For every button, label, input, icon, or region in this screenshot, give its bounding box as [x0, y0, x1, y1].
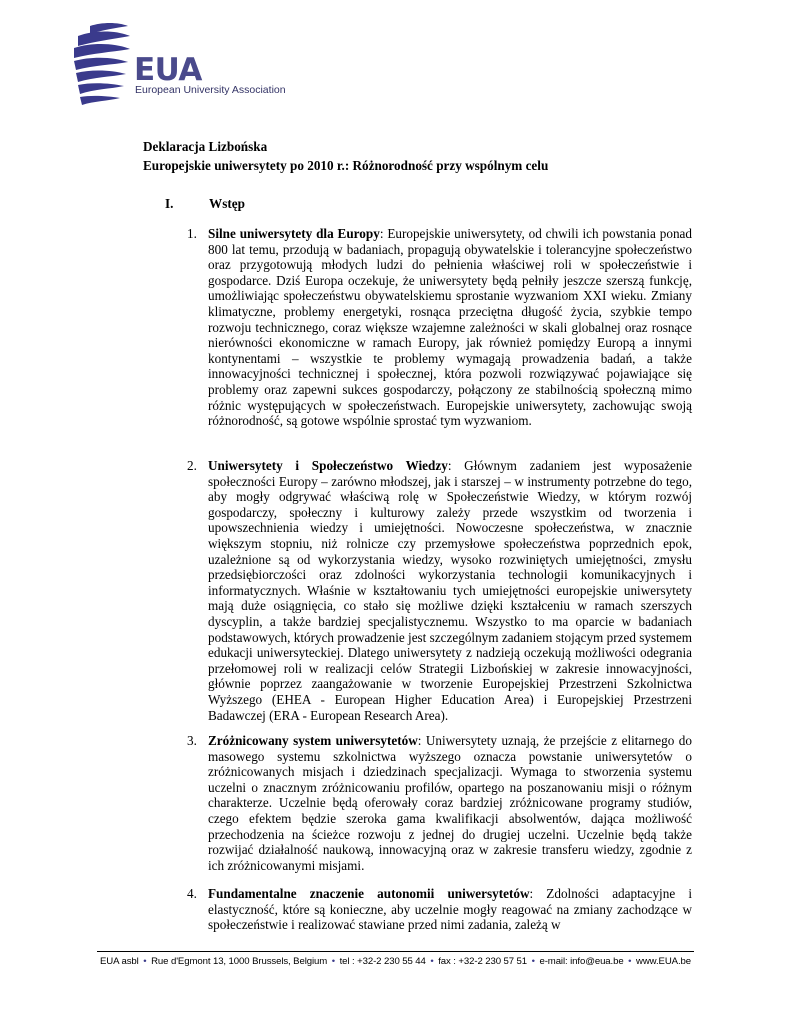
item-text: : Głównym zadaniem jest wyposażenie społeczności Europy – zarówno młodszej, jak i starszej – w instrumenty potrzebne do tego, aby mogły odgrywać właściwą rolę w Społeczeństwie Wiedzy, w którym rozwój gospodarczy, społeczny i kulturowy zależy przede wszystkim od tworzenia i upowszechnienia wiedzy i umiejętności. Nowoczesne społeczeństwa, w znacznie większym stopniu, niż rolnicze czy przemysłowe społeczeństwa poprzednich epok, uzależnione są od wykorzystania wiedzy, wysoko rozwiniętych umiejętności, zmysłu przedsiębiorczości oraz zdolności wykorzystania technologii komunikacyjnych i informatycznych. Właśnie w kształtowaniu tych umiejętności europejskie uniwersytety mają duże osiągnięcia, co stało się możliwe dzięki kształceniu w ramach szerszych dyscyplin, a także bardziej specjalistycznemu. Wszystko to ma oparcie w badaniach podstawowych, których prowadzenie jest szczególnym zadaniem stojącym przed systemem edukacji uniwersyteckiej. Dlatego uniwersytety z nadzieją oczekują możliwości odegrania przełomowej roli w realizacji celów Strategii Lizbońskiej w zakresie innowacyjności, głównie poprzez zaangażowanie w tworzenie Europejskiej Przestrzeni Szkolnictwa Wyższego (EHEA - European Higher Education Area) i Europejskiej Przestrzeni Badawczej (ERA - European Research Area). — [208, 458, 692, 723]
item-heading: Uniwersytety i Społeczeństwo Wiedzy — [208, 458, 448, 473]
item-text: : Zdolności adaptacyjne i elastyczność, które są konieczne, aby uczelnie mogły reagować na zmiany zachodzące w społeczeństwie i realizować stawiane przed nimi zadania, zależą w — [208, 886, 692, 933]
bullet-icon: • — [531, 956, 535, 967]
bullet-icon: • — [331, 956, 335, 967]
bullet-icon: • — [628, 956, 632, 967]
section-heading — [165, 196, 245, 212]
item-text: : Uniwersytety uznają, że przejście z elitarnego do masowego systemu szkolnictwa wyższego oznacza powstanie uniwersytetów o zróżnicowanych misjach i dziedzinach specjalizacji. Wymaga to stworzenia systemu uczelni o znacznym zróżnicowaniu profilów, opartego na poszanowaniu misji o różnym charakterze. Uczelnie będą oferowały coraz bardziej zróżnicowane programy studiów, czego efektem będzie szeroka gama kwalifikacji absolwentów, dająca możliwość przechodzenia na ścieżce rozwoju z jednej do drugiej uczelni. Uczelnie będą także rozwijać działalność naukową, innowacyjną oraz w zakresie transferu wiedzy, zgodnie z ich zróżnicowanymi misjami. — [208, 733, 692, 873]
item-heading: Fundamentalne znaczenie autonomii uniwersytetów — [208, 886, 530, 901]
item-text: : Europejskie uniwersytety, od chwili ich powstania ponad 800 lat temu, przodują w badaniach, propagują obywatelskie i tolerancyjne społeczeństwo oraz przygotowują młodych ludzi do pełnienia właściwej roli w społeczeństwie i gospodarce. Dziś Europa oczekuje, że uniwersytety będą pełniły jeszcze szerszą funkcję, umożliwiając społeczeństwu obywatelskiemu sprostanie wyzwaniom XXI wieku. Zmiany klimatyczne, problemy energetyki, rosnąca przeciętna długość życia, szybkie tempo rozwoju technicznego, coraz większe wzajemne zależności w skali globalnej oraz rosnące nierówności ekonomiczne w ramach Europy, jak również pomiędzy Europą a innymi kontynentami – wszystkie te problemy wymagają prowadzenia badań, a także innowacyjności technicznej i społecznej, która pozwoli rozwiązywać pojawiające się problemy oraz zapewni sukces gospodarczy, połączony ze stabilnością społeczną mimo różnic występujących w społeczeństwach. Europejskie uniwersytety, zachowując swoją różnorodność, są gotowe wspólnie sprostać tym wyzwaniom. — [208, 226, 692, 429]
item-paragraph — [208, 458, 692, 723]
item-heading: Silne uniwersytety dla Europy — [208, 226, 380, 241]
list-item — [187, 226, 692, 429]
footer-org: EUA asbl — [100, 956, 139, 967]
section-title: Wstęp — [209, 196, 245, 211]
item-number: 3. — [187, 733, 197, 748]
footer-email[interactable]: e-mail: info@eua.be — [539, 956, 624, 967]
logo-abbreviation: EUA — [134, 52, 202, 88]
bullet-icon: • — [430, 956, 434, 967]
page-footer — [97, 956, 694, 967]
footer-divider — [97, 951, 694, 952]
item-paragraph — [208, 226, 692, 429]
list-item — [187, 886, 692, 933]
logo-organization-name: European University Association — [135, 84, 286, 96]
footer-tel: tel : +32-2 230 55 44 — [339, 956, 426, 967]
item-number: 4. — [187, 886, 197, 901]
bullet-icon: • — [143, 956, 147, 967]
footer-fax: fax : +32-2 230 57 51 — [438, 956, 528, 967]
eua-logo — [72, 22, 287, 114]
section-number: I. — [165, 196, 174, 211]
list-item — [187, 733, 692, 873]
eua-swirl-icon — [72, 22, 132, 108]
title-line-1: Deklaracja Lizbońska — [143, 139, 268, 154]
item-paragraph — [208, 886, 692, 933]
title-line-2: Europejskie uniwersytety po 2010 r.: Różnorodność przy wspólnym celu — [143, 158, 549, 173]
item-number: 1. — [187, 226, 197, 241]
footer-website[interactable]: www.EUA.be — [636, 956, 691, 967]
item-number: 2. — [187, 458, 197, 473]
item-paragraph — [208, 733, 692, 873]
list-item — [187, 458, 692, 723]
item-heading: Zróżnicowany system uniwersytetów — [208, 733, 418, 748]
document-title — [143, 137, 548, 175]
footer-address: Rue d'Egmont 13, 1000 Brussels, Belgium — [151, 956, 328, 967]
